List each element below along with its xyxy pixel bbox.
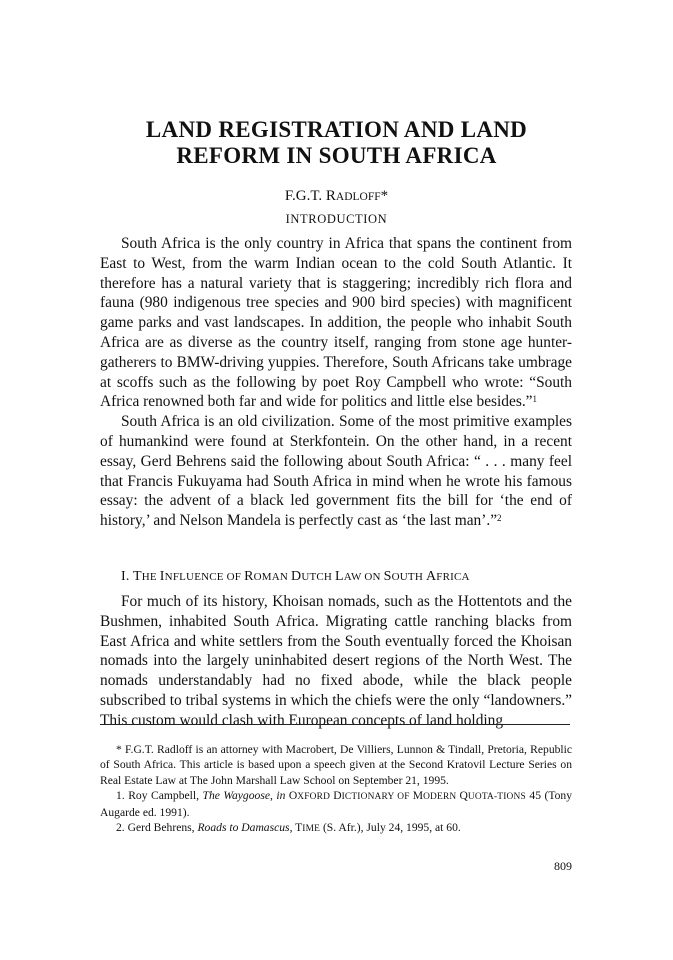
author-initials: F.G.T. R (284, 188, 336, 204)
article-title-line-2: REFORM IN SOUTH AFRICA (176, 143, 497, 168)
introduction-body (100, 234, 572, 531)
section-1-body (100, 592, 572, 731)
footnote-2: 2. Gerd Behrens, Roads to Damascus, TIME (S. Afr.), July 24, 1995, at 60. (116, 821, 461, 835)
author-footnote-marker: * (380, 188, 389, 204)
footnote-ref-1: 1 (532, 394, 538, 405)
introduction-paragraph-2: South Africa is an old civilization. Some of the most primitive examples of humankind were found at Sterkfontein. On the other hand, in a recent essay, Gerd Behrens said the following about South Africa: “ . . . many feel that Francis Fukuyama had South Africa in mind when he wrote his famous essay: the advent of a black led government fits the bill for ‘the end of history,’ and Nelson Mandela is perfectly cast as ‘the last man’.”$^2$ (100, 413, 572, 530)
footnote-1: 1. Roy Campbell, The Waygoose, in OXFORD DICTIONARY OF MODERN QUOTA-TIONS 45 (Tony Augarde ed. 1991). (100, 788, 573, 820)
author-byline (0, 187, 673, 206)
article-title-line-1: LAND REGISTRATION AND LAND (145, 117, 528, 142)
section-1-heading: I. THE INFLUENCE OF ROMAN DUTCH LAW ON SOUTH AFRICA (121, 569, 470, 584)
footnote-ref-2: 2 (497, 513, 502, 524)
footnote-separator (100, 724, 570, 725)
author-surname: ADLOFF (335, 191, 381, 203)
introduction-heading: INTRODUCTION (285, 212, 388, 226)
section-1-paragraph: For much of its history, Khoisan nomads, such as the Hottentots and the Bushmen, inhabited South Africa. Migrating cattle ranching blacks from East Africa and white settlers from the South eventually forced the Khoisan nomads into the largely uninhabited desert regions of the North West. The nomads understandably had no fixed abode, while the black people subscribed to tribal systems in which the chiefs were the only “landowners.” This custom would clash with European concepts of land holding (100, 593, 572, 729)
footnote-author: * F.G.T. Radloff is an attorney with Macrobert, De Villiers, Lunnon & Tindall, Pretoria, Republic of South Africa. This article is based upon a speech given at the Second Kratovil Lecture Series on Real Estate Law at The John Marshall Law School on September 21, 1995. (100, 743, 572, 787)
page-number: 809 (554, 859, 572, 873)
introduction-paragraph-1: South Africa is the only country in Africa that spans the continent from East to West, from the warm Indian ocean to the cold South Atlantic. It therefore has a natural variety that is staggering; incredibly rich flora and fauna (980 indigenous tree species and 900 bird species) with magnificent game parks and vast landscapes. In addition, the people who inhabit South Africa are as diverse as the country itself, ranging from stone age hunter-gatherers to BMW-driving yuppies. Therefore, South Africans take umbrage at scoffs such as the following by poet Roy Campbell who wrote: “South Africa renowned both far and wide for politics and little else besides.”$^1$ (100, 235, 572, 411)
footnotes (100, 742, 572, 838)
